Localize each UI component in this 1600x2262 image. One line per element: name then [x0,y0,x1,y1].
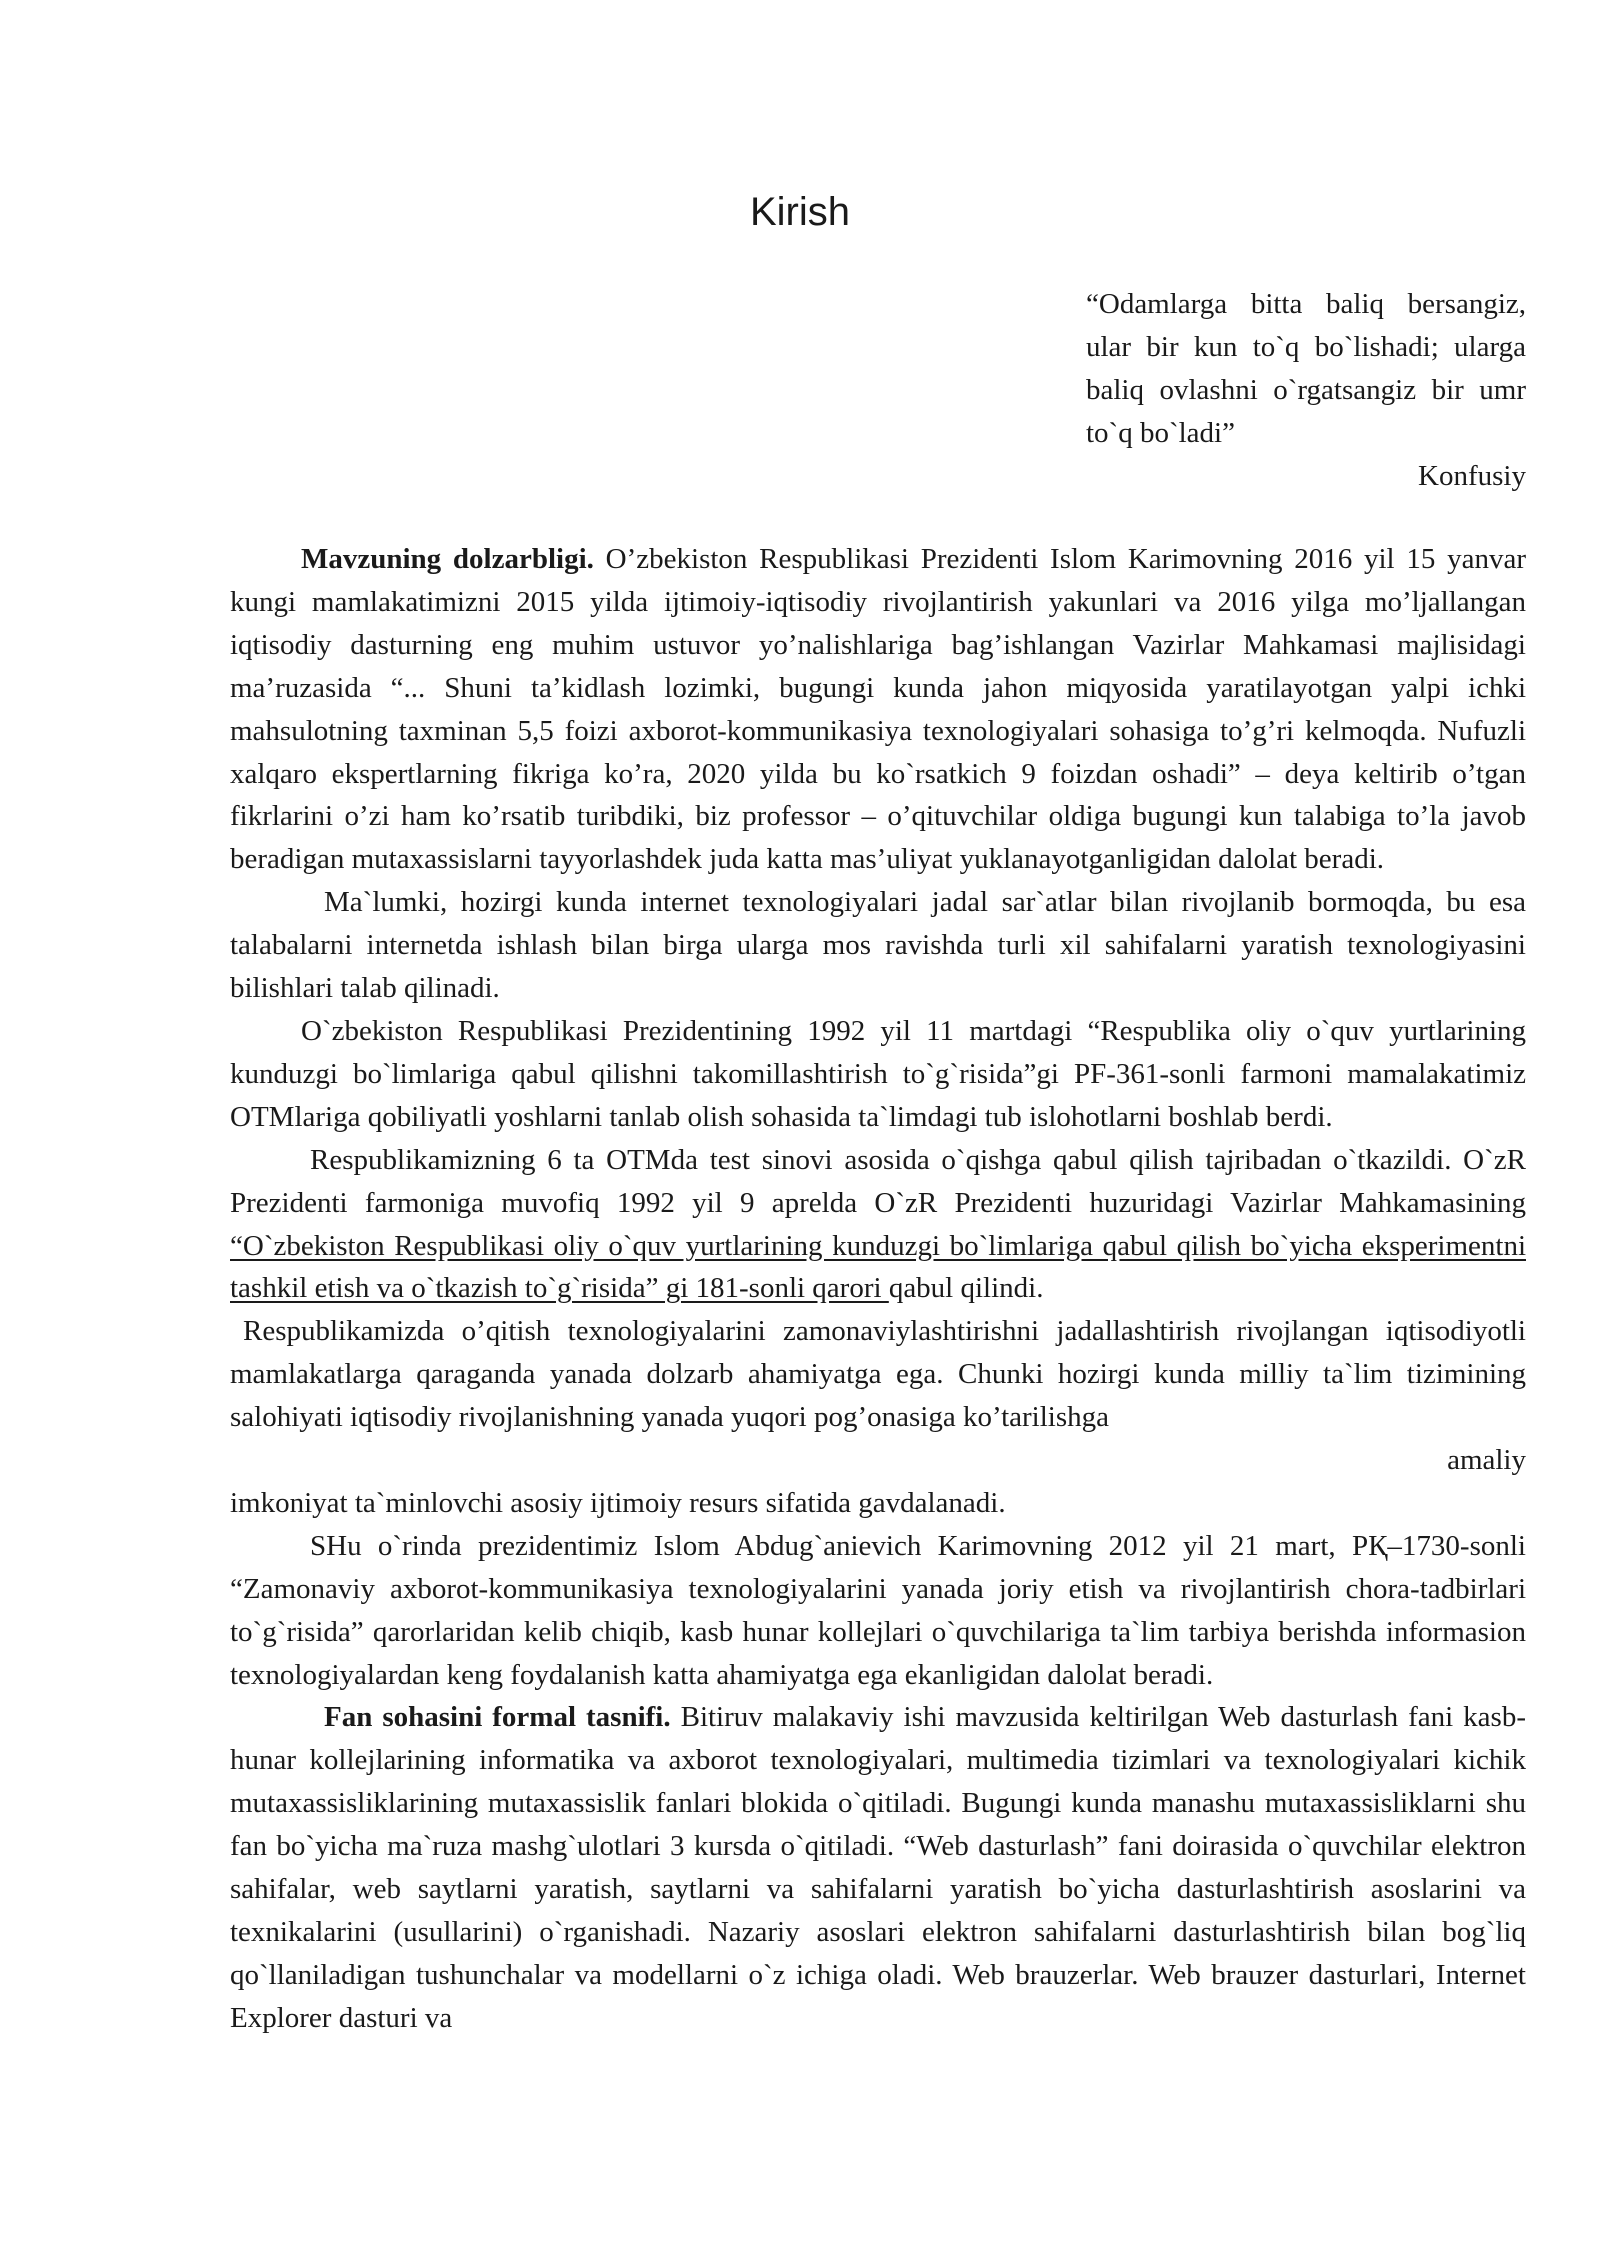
paragraph-text: amaliy [1447,1444,1526,1477]
document-body [230,538,1526,2040]
paragraph: Ma`lumki, hozirgi kunda internet texnologiyalari jadal sar`atlar bilan rivojlanib bormoqda, bu esa talabalarni internetda ishlash bilan birga ularga mos ravishda turli xil sahifalarni yaratish texnologiyasini bilishlari talab qilinadi. [230,886,1526,1005]
paragraph-text: qabul qilindi. [888,1272,1044,1305]
paragraph: O`zbekiston Respublikasi Prezidentining 1992 yil 11 martdagi “Respublika oliy o`quv yurtlarining kunduzgi bo`limlariga qabul qilishni takomillashtirish to`g`risida”gi PF-361-sonli farmoni mamalakatimiz OTMlariga qobiliyatli yoshlarni tanlab olish sohasida ta`limdagi tub islohotlarni boshlab berdi. [230,1014,1526,1133]
epigraph-quote: “Odamlarga bitta baliq bersangiz, ular bir kun to`q bo`lishadi; ularga baliq ovlashni o`rgatsangiz bir umr to`q bo`ladi” [1086,288,1526,449]
paragraph: SHu o`rinda prezidentimiz Islom Abdug`anievich Karimovning 2012 yil 21 mart, PҚ–1730-sonli “Zamonaviy axborot-kommunikasiya texnologiyalarini yanada joriy etish va rivojlantirish chora-tadbirlari to`g`risida” qarorlaridan kelib chiqib, kasb hunar kollejlari o`quvchilariga ta`lim tarbiya berishda informasion texnologiyalardan keng foydalanish katta ahamiyatga ega ekanligidan dalolat beradi. [230,1529,1526,1691]
paragraph-relevance [230,538,1526,881]
paragraph-text: Respublikamizda o’qitish texnologiyalarini zamonaviylashtirishni jadallashtirish rivojlangan iqtisodiyotli mamlakatlarga qaraganda yanada dolzarb ahamiyatga ega. Chunki hozirgi kunda milliy ta`lim tizimining salohiyati iqtisodiy rivojlanishning yanada yuqori pog’onasiga ko’tarilishga [230,1315,1526,1434]
paragraph [230,1310,1526,1482]
decree-link[interactable]: “O`zbekiston Respublikasi oliy o`quv yurtlarining kunduzgi bo`limlariga qabul qilish bo`yicha eksperimentni tashkil etish va o`tkazish to`g`risida” gi 181-sonli qarori [230,1229,1526,1305]
paragraph-text: O’zbekiston Respublikasi Prezidenti Islom Karimovning 2016 yil 15 yanvar kungi mamlakatimizni 2015 yilda ijtimoiy-iqtisodiy rivojlantirish yakunlari va 2016 yilga mo’ljallangan iqtisodiy dasturning eng muhim ustuvor yo’nalishlariga bag’ishlangan Vazirlar Mahkamasi majlisidagi ma’ruzasida “... Shuni ta’kidlash lozimki, bugungi kunda jahon miqyosida yaratilayotgan yalpi ichki mahsulotning taxminan 5,5 foizi axborot-kommunikasiya texnologiyalari sohasiga to’g’ri kelmoqda. Nufuzli xalqaro ekspertlarning fikriga ko’ra, 2020 yilda bu ko`rsatkich 9 foizdan oshadi” – deya keltirib o’tgan fikrlarini o’zi ham ko’rsatib turibdiki, biz professor – o’qituvchilar oldiga bugungi kun talabiga to’la javob beradigan mutaxassislarni tayyorlashdek juda katta mas’uliyat yuklanayotganligidan dalolat beradi. [230,543,1527,876]
epigraph-author: Konfusiy [1418,460,1526,492]
paragraph-subject-area [230,1696,1526,2039]
paragraph [230,1139,1526,1311]
epigraph [1086,283,1526,498]
section-heading-subject-area: Fan sohasini formal tasnifi. [324,1701,671,1734]
page-title: Kirish [749,190,851,234]
paragraph-text: Respublikamizning 6 ta OTMda test sinovi asosida o`qishga qabul qilish tajribadan o`tkazildi. O`zR Prezidenti farmoniga muvofiq 1992 yil 9 aprelda O`zR Prezidenti huzuridagi Vazirlar Mahkamasining [230,1143,1526,1219]
paragraph-text: Bitiruv malakaviy ishi mavzusida keltirilgan Web dasturlash fani kasb-hunar kollejlarining informatika va axborot texnologiyalari, multimedia tizimlari va texnologiyalari kichik mutaxassisliklarining mutaxassislik fanlari blokida o`qitiladi. Bugungi kunda manashu mutaxassisliklarni shu fan bo`yicha ma`ruza mashg`ulotlari 3 kursda o`qitiladi. “Web dasturlash” fani doirasida o`quvchilar elektron sahifalar, web saytlarni yaratish, saytlarni va sahifalarni yaratish bo`yicha dasturlashtirish asoslarini va texnikalarini (usullarini) o`rganishadi. Nazariy asoslari elektron sahifalarni dasturlashtirish bilan bog`liq qo`llaniladigan tushunchalar va modellarni o`z ichiga oladi. Web brauzerlar. Web brauzer dasturlari, Internet Explorer dasturi va [230,1701,1526,2034]
paragraph: imkoniyat ta`minlovchi asosiy ijtimoiy resurs sifatida gavdalanadi. [230,1486,1006,1519]
section-heading-relevance: Mavzuning dolzarbligi. [301,543,594,575]
